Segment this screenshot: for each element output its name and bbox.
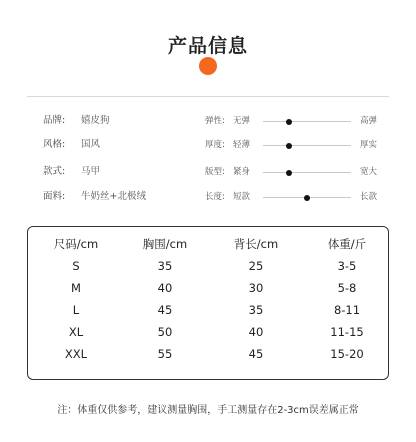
scale-track (263, 197, 351, 198)
attribute-value: 国风 (81, 139, 101, 150)
attribute-value: 嬉皮狗 (81, 115, 110, 126)
table-header-cell: 尺码/cm (53, 237, 99, 251)
table-cell: 3-5 (337, 259, 357, 273)
table-header-cell: 体重/斤 (327, 237, 367, 251)
scale-low-label: 短款 (233, 192, 251, 202)
scale-low-label: 无弹 (233, 116, 251, 126)
scale-track (263, 172, 351, 173)
table-cell: 11-15 (330, 325, 364, 339)
page-title: 产品信息 (167, 35, 248, 57)
scale-label: 长度: (205, 192, 225, 202)
scale-low-label: 紧身 (233, 167, 251, 177)
attribute-label: 面料: (43, 191, 66, 202)
scale-high-label: 厚实 (359, 140, 377, 150)
table-row (28, 300, 388, 320)
attribute-type (43, 164, 100, 180)
attribute-fabric (43, 189, 146, 205)
table-cell: 55 (157, 347, 173, 361)
scale-knob (304, 195, 310, 201)
scale-label: 厚度: (205, 140, 225, 150)
table-row (28, 256, 388, 276)
table-row (28, 322, 388, 342)
table-cell: 45 (157, 303, 173, 317)
table-cell: 35 (248, 303, 264, 317)
table-header-cell: 背长/cm (233, 237, 279, 251)
table-cell: 35 (157, 259, 173, 273)
table-cell: 45 (248, 347, 264, 361)
size-table-box (27, 226, 389, 380)
scale-fit (205, 164, 377, 180)
scale-thickness (205, 137, 377, 153)
scale-knob (286, 119, 292, 125)
scale-low-label: 轻薄 (233, 140, 251, 150)
table-cell: M (71, 281, 81, 295)
scale-length (205, 189, 377, 205)
table-header-cell: 胸围/cm (142, 237, 188, 251)
attribute-label: 品牌: (43, 115, 66, 126)
table-cell: XL (68, 325, 84, 339)
table-cell: 5-8 (337, 281, 357, 295)
scale-high-label: 宽大 (359, 167, 377, 177)
divider (27, 96, 389, 97)
attribute-value: 牛奶丝+北极绒 (81, 191, 146, 202)
attribute-label: 款式: (43, 166, 66, 177)
table-cell: XXL (64, 347, 88, 361)
attribute-style (43, 137, 100, 153)
table-cell: L (72, 303, 80, 317)
table-row (28, 344, 388, 364)
table-cell: 40 (157, 281, 173, 295)
scale-high-label: 长款 (359, 192, 377, 202)
attribute-label: 风格: (43, 139, 66, 150)
footnote: 注：体重仅供参考，建议测量胸围，手工测量存在2-3cm误差属正常 (57, 405, 359, 416)
table-cell: 30 (248, 281, 264, 295)
scale-high-label: 高弹 (359, 116, 377, 126)
table-cell: 25 (248, 259, 264, 273)
table-cell: 50 (157, 325, 173, 339)
scale-label: 版型: (205, 167, 225, 177)
table-cell: 40 (248, 325, 264, 339)
scale-elasticity (205, 113, 377, 129)
table-cell: 8-11 (333, 303, 361, 317)
accent-dot (199, 57, 217, 75)
attribute-brand (43, 113, 110, 129)
scale-label: 弹性: (205, 116, 225, 126)
scale-knob (286, 170, 292, 176)
table-cell: 15-20 (330, 347, 364, 361)
scale-knob (286, 143, 292, 149)
scale-track (263, 145, 351, 146)
table-header-row (28, 234, 388, 254)
table-row (28, 278, 388, 298)
scale-track (263, 121, 351, 122)
table-cell: S (72, 259, 80, 273)
attribute-value: 马甲 (81, 166, 101, 177)
